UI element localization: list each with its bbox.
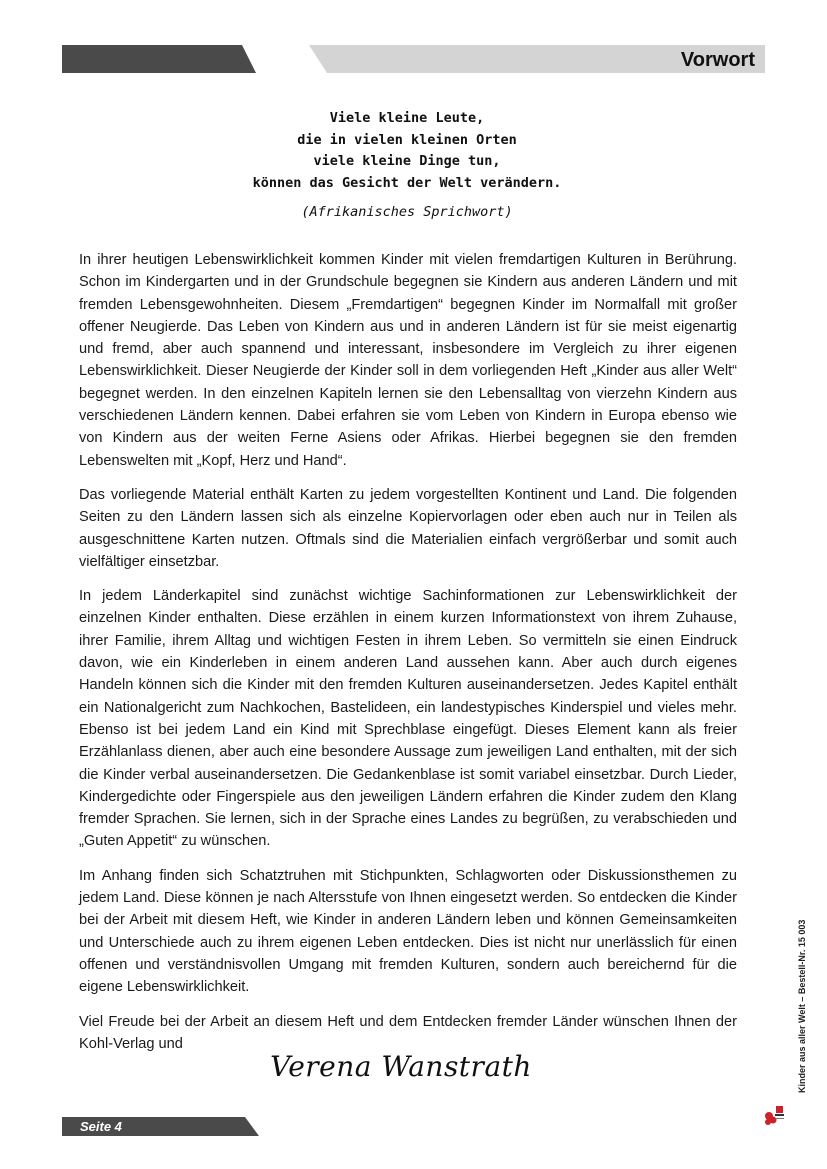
publisher-logo-icon: [764, 1100, 788, 1126]
proverb-source: (Afrikanisches Sprichwort): [301, 204, 513, 220]
proverb-line: Viele kleine Leute,: [329, 110, 485, 126]
proverb: [79, 108, 735, 194]
paragraph: Viel Freude bei der Arbeit an diesem Heft und dem Entdecken fremder Länder wünschen Ihnen der Kohl-Verlag und: [79, 1013, 737, 1052]
paragraph: In jedem Länderkapitel sind zunächst wichtige Sachinformationen zur Lebenswirklichkeit der einzelnen Kinder enthalten. Diese erzählen in einem kurzen Informationstext von ihrem Zuhause, ihrer Familie, ihrem Alltag und wichtigen Festen in ihrem Leben. So vermitteln sie einen Eindruck davon, wie ein Kinderleben in einem anderen Land aussehen kann. Aber auch durch eigenes Handeln können sich die Kinder mit den fremden Kulturen auseinandersetzen. Jedes Kapitel enthält ein Nationalgericht zum Nachkochen, Bastelideen, ein landestypisches Kinderspiel und vieles mehr. Ebenso ist bei jedem Land ein Kind mit Sprechblase eingefügt. Dieses Element kann als freier Erzählanlass dienen, aber auch eine besondere Aussage zum jeweiligen Land enthalten, mit der sich die Kinder verbal auseinandersetzen. Die Gedankenblase ist somit variabel einsetzbar. Durch Lieder, Kindergedichte oder Fingerspiele aus den jeweiligen Ländern erfahren die Kinder zudem den Klang fremder Sprachen. Sie lernen, sich in der Sprache eines Landes zu begrüßen, zu verabschieden und „Guten Appetit“ zu wünschen.: [79, 588, 737, 850]
page-title: Vorwort: [680, 49, 755, 71]
publisher-logo: [764, 1100, 788, 1126]
proverb-line: viele kleine Dinge tun,: [313, 153, 501, 169]
page-number: Seite 4: [80, 1119, 122, 1134]
header-bar-dark: [62, 45, 256, 73]
side-imprint-text: Kinder aus aller Welt – Bestell-Nr. 15 003: [797, 919, 807, 1093]
proverb-line: die in vielen kleinen Orten: [297, 131, 517, 148]
side-imprint: [787, 848, 807, 1093]
body-text: [79, 249, 737, 1067]
signature: Verena Wanstrath: [270, 1050, 532, 1083]
paragraph: Das vorliegende Material enthält Karten zu jedem vorgestellten Kontinent und Land. Die folgenden Seiten zu den Ländern lassen sich als einzelne Kopiervorlagen oder eben auch nur in Teilen als ausgeschnittene Karten nutzen. Oftmals sind die Materialien einfach vergrößerbar und somit auch vielfältiger einsetzbar.: [79, 486, 737, 570]
proverb-line: können das Gesicht der Welt verändern.: [252, 174, 562, 191]
paragraph: In ihrer heutigen Lebenswirklichkeit kommen Kinder mit vielen fremdartigen Kulturen in Berührung. Schon im Kindergarten und in der Grundschule begegnen sie Kindern aus anderen Ländern und mit fremden Lebensgewohnheiten. Diesem „Fremdartigen“ begegnen Kinder im Normalfall mit großer offener Neugierde. Das Leben von Kindern aus und in anderen Ländern ist für sie meist eigenartig und fremd, aber auch spannend und interessant, insbesondere im Vergleich zu ihrer eigenen Lebenswirklichkeit. Dieser Neugierde der Kinder soll in dem vorliegenden Heft „Kinder aus aller Welt“ begegnet werden. In den einzelnen Kapiteln lernen sie den Lebensalltag von vierzehn Kindern aus verschiedenen Ländern kennen. Dabei erfahren sie vom Leben von Kindern in Europa ebenso wie von Kindern aus der weiten Ferne Asiens oder Afrikas. Hierbei begegnen sie den fremden Lebenswelten mit „Kopf, Herz und Hand“.: [79, 252, 737, 469]
paragraph: Im Anhang finden sich Schatztruhen mit Stichpunkten, Schlagworten oder Diskussionsthemen zu jedem Land. Diese können je nach Altersstufe von Ihnen eingesetzt werden. So entdecken die Kinder bei der Arbeit mit diesem Heft, wie Kinder in anderen Ländern leben und können Gemeinsamkeiten und Unterschiede auch zu ihrem eigenen Leben entdecken. Dies ist nicht nur unerlässlich für einen offenen und verständnisvollen Umgang mit fremden Kulturen, sondern auch bereichernd für die eigene Lebenswirklichkeit.: [79, 867, 737, 996]
